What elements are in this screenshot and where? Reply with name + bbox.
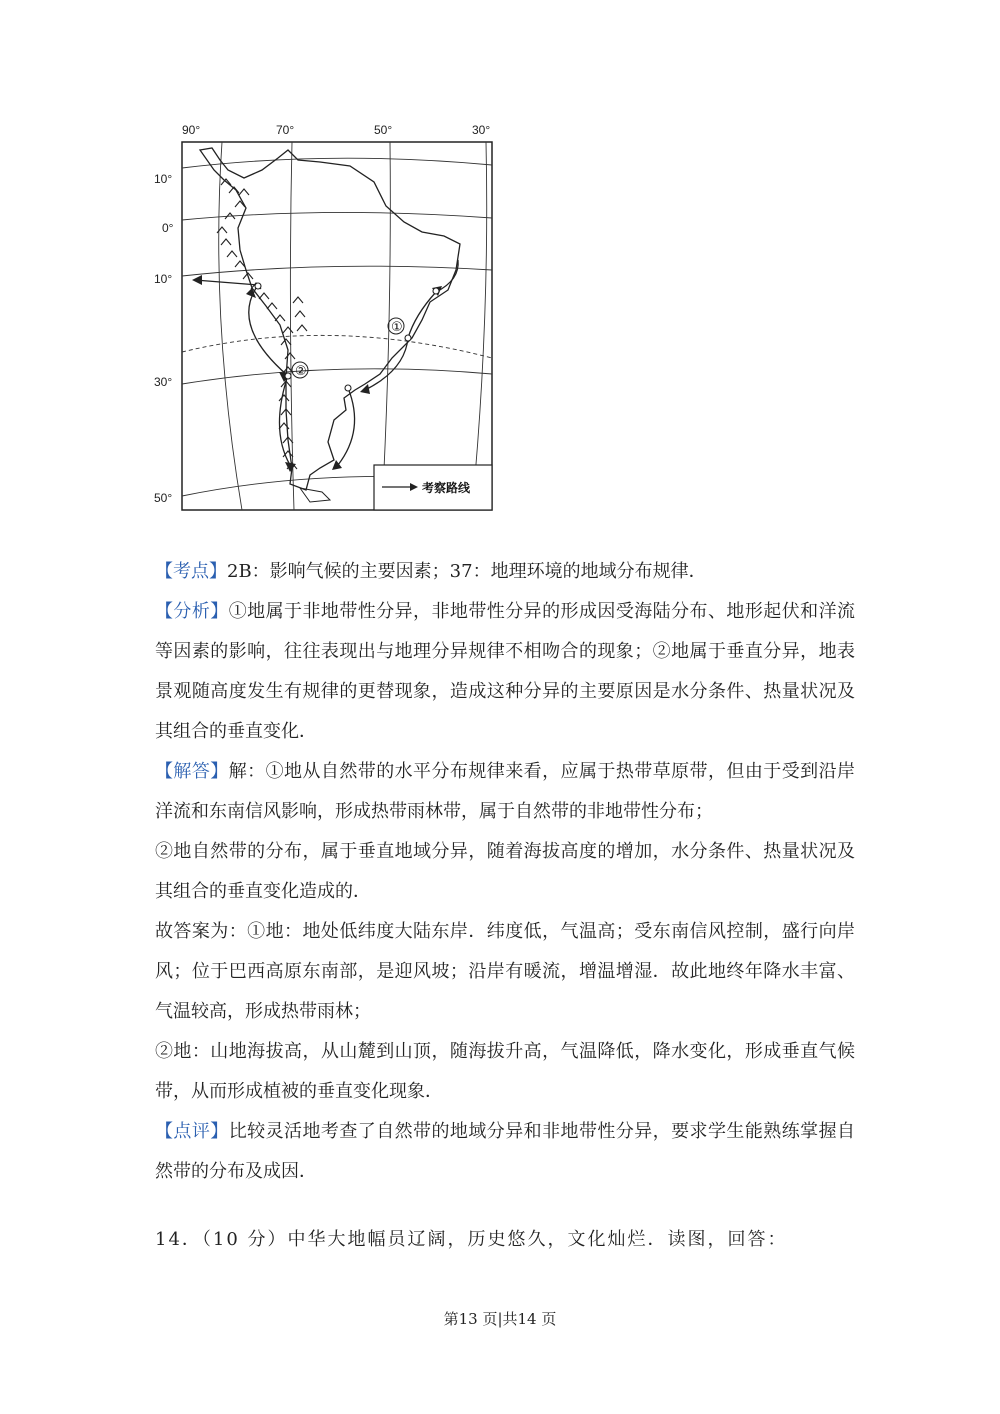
lat-label-10n: 10° bbox=[154, 172, 173, 186]
kaodian-tag: 【考点】 bbox=[155, 561, 227, 582]
dianping-tag: 【点评】 bbox=[155, 1121, 229, 1142]
map-frame bbox=[182, 142, 492, 510]
andes-mountains bbox=[217, 179, 307, 469]
fenxi-paragraph bbox=[155, 592, 855, 752]
lon-label-30: 30° bbox=[472, 123, 491, 137]
kaodian-paragraph bbox=[155, 552, 855, 592]
route-coast-south bbox=[365, 338, 408, 390]
lat-label-0: 0° bbox=[162, 221, 174, 235]
lon-label-70: 70° bbox=[276, 123, 295, 137]
route-pacific bbox=[195, 280, 258, 285]
lat-label-10s: 10° bbox=[154, 272, 173, 286]
guda-paragraph-2: ②地：山地海拔高，从山麓到山顶，随海拔升高，气温降低，降水变化，形成垂直气候带，从而形成植被的垂直变化现象． bbox=[155, 1041, 855, 1102]
question-14: 14．（10 分）中华大地幅员辽阔，历史悠久，文化灿烂．读图，回答： bbox=[155, 1229, 788, 1250]
jieda-tag: 【解答】 bbox=[155, 761, 229, 782]
continent-outline bbox=[200, 148, 460, 490]
lat-label-50s: 50° bbox=[154, 491, 173, 505]
point-1-label: ① bbox=[391, 320, 403, 335]
fenxi-tag: 【分析】 bbox=[155, 601, 229, 622]
dianping-paragraph bbox=[155, 1112, 855, 1192]
fenxi-text: ①地属于非地带性分异，非地带性分异的形成因受海陆分布、地形起伏和洋流等因素的影响，往往表现出与地理分异规律不相吻合的现象；②地属于垂直分异，地表景观随高度发生有规律的更替现象，造成这种分异的主要原因是水分条件、热量状况及其组合的垂直变化． bbox=[155, 601, 856, 742]
route-patagonia-loop bbox=[338, 388, 355, 465]
lat-label-30s: 30° bbox=[154, 375, 173, 389]
jieda-paragraph bbox=[155, 752, 855, 832]
jieda-text-1: 解：①地从自然带的水平分布规律来看，应属于热带草原带，但由于受到沿岸洋流和东南信风影响，形成热带雨林带，属于自然带的非地带性分布； bbox=[155, 761, 856, 822]
graticule bbox=[182, 142, 492, 510]
point-2-label: ② bbox=[295, 364, 307, 379]
lon-label-50: 50° bbox=[374, 123, 393, 137]
page-footer: 第13 页|共14 页 bbox=[443, 1310, 557, 1328]
route-arrowheads bbox=[192, 275, 442, 472]
legend-label: 考察路线 bbox=[422, 481, 471, 495]
south-america-map bbox=[154, 120, 510, 520]
kaodian-text: 2B：影响气候的主要因素；37：地理环境的地域分布规律． bbox=[227, 561, 707, 582]
answer-section bbox=[155, 552, 855, 1192]
lon-label-90: 90° bbox=[182, 123, 201, 137]
guda-paragraph-1: 故答案为：①地：地处低纬度大陆东岸．纬度低，气温高；受东南信风控制，盛行向岸风；位于巴西高原东南部，是迎风坡；沿岸有暖流，增温增湿．故此地终年降水丰富、气温较高，形成热带雨林； bbox=[155, 921, 855, 1022]
dianping-text: 比较灵活地考查了自然带的地域分异和非地带性分异，要求学生能熟练掌握自然带的分布及成因． bbox=[155, 1121, 856, 1182]
survey-routes bbox=[195, 260, 458, 465]
jieda-paragraph-2: ②地自然带的分布，属于垂直地域分异，随着海拔高度的增加，水分条件、热量状况及其组合的垂直变化造成的． bbox=[155, 841, 855, 902]
route-coast-north bbox=[408, 292, 436, 338]
